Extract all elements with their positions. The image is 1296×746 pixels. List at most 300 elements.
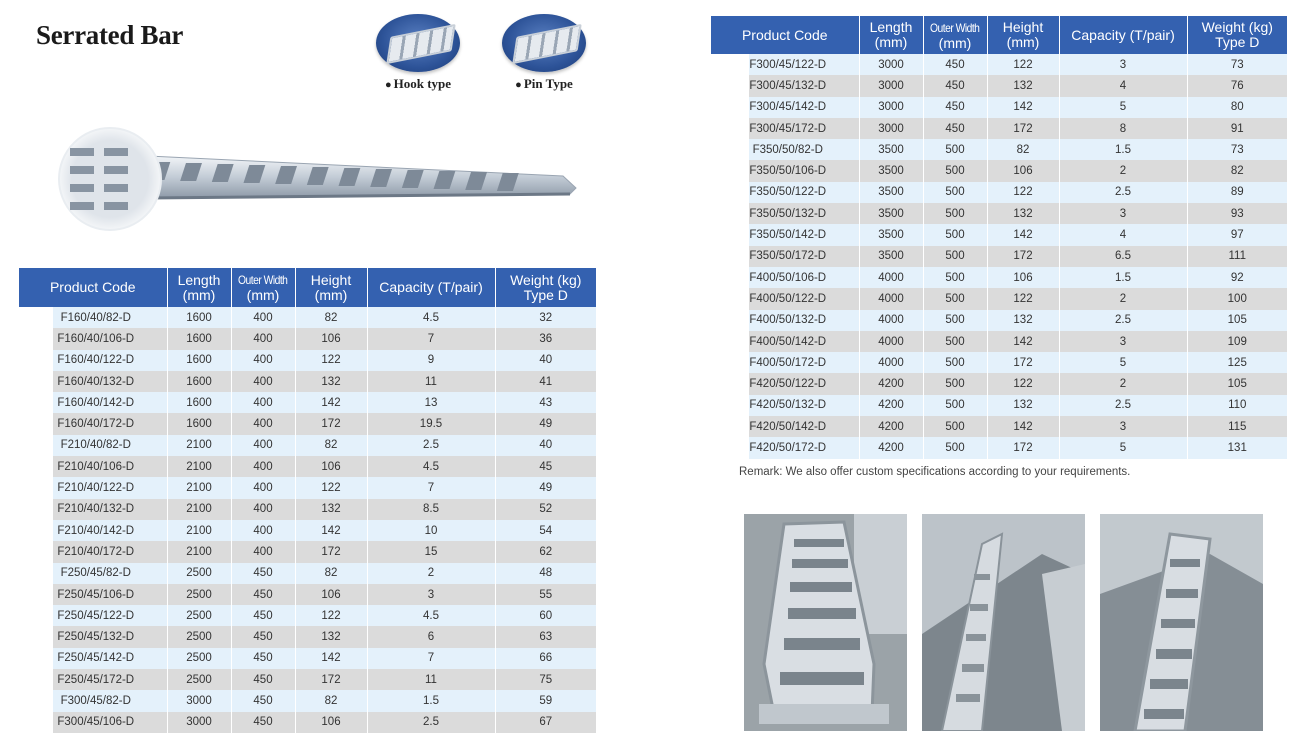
cell-weight: 43 xyxy=(495,392,596,413)
table-row xyxy=(711,139,1287,160)
table-row xyxy=(711,160,1287,181)
cell-product-code: F350/50/106-D xyxy=(711,160,859,181)
cell-outer-width: 450 xyxy=(231,712,295,733)
header-weight: Weight (kg) Type D xyxy=(1187,16,1287,54)
cell-outer-width: 400 xyxy=(231,435,295,456)
cell-height: 122 xyxy=(295,605,367,626)
table-row xyxy=(19,392,596,413)
cell-capacity: 2.5 xyxy=(1059,395,1187,416)
cell-height: 82 xyxy=(987,139,1059,160)
cell-height: 172 xyxy=(295,541,367,562)
serrated-ramp-image xyxy=(58,126,578,232)
cell-product-code: F420/50/172-D xyxy=(711,437,859,458)
cell-product-code: F400/50/122-D xyxy=(711,288,859,309)
table-row xyxy=(19,413,596,434)
cell-length: 1600 xyxy=(167,307,231,328)
cell-capacity: 2 xyxy=(1059,373,1187,394)
table-row xyxy=(19,563,596,584)
cell-product-code: F210/40/142-D xyxy=(19,520,167,541)
table-row xyxy=(711,267,1287,288)
cell-outer-width: 400 xyxy=(231,392,295,413)
cell-outer-width: 500 xyxy=(923,267,987,288)
ramp-photo-3 xyxy=(1100,514,1263,731)
cell-outer-width: 450 xyxy=(923,118,987,139)
cell-outer-width: 400 xyxy=(231,307,295,328)
cell-outer-width: 400 xyxy=(231,413,295,434)
cell-length: 4000 xyxy=(859,288,923,309)
table-row xyxy=(19,520,596,541)
table-row xyxy=(19,499,596,520)
cell-product-code: F350/50/132-D xyxy=(711,203,859,224)
table-row xyxy=(19,584,596,605)
table-row xyxy=(19,712,596,733)
cell-weight: 66 xyxy=(495,648,596,669)
table-row xyxy=(19,350,596,371)
cell-product-code: F210/40/172-D xyxy=(19,541,167,562)
cell-height: 82 xyxy=(295,435,367,456)
cell-outer-width: 500 xyxy=(923,203,987,224)
table-row xyxy=(711,203,1287,224)
cell-capacity: 4 xyxy=(1059,224,1187,245)
cell-product-code: F400/50/132-D xyxy=(711,310,859,331)
cell-height: 172 xyxy=(295,413,367,434)
table-row xyxy=(19,690,596,711)
cell-capacity: 3 xyxy=(1059,331,1187,352)
hook-type-variant xyxy=(363,14,473,92)
table-row xyxy=(711,118,1287,139)
cell-product-code: F400/50/172-D xyxy=(711,352,859,373)
cell-outer-width: 500 xyxy=(923,310,987,331)
cell-outer-width: 500 xyxy=(923,373,987,394)
cell-capacity: 2.5 xyxy=(1059,182,1187,203)
cell-weight: 55 xyxy=(495,584,596,605)
cell-product-code: F300/45/172-D xyxy=(711,118,859,139)
table-row xyxy=(19,456,596,477)
cell-capacity: 5 xyxy=(1059,352,1187,373)
cell-capacity: 3 xyxy=(1059,203,1187,224)
cell-capacity: 7 xyxy=(367,477,495,498)
cell-height: 132 xyxy=(987,75,1059,96)
pin-type-image xyxy=(502,14,586,72)
cell-capacity: 3 xyxy=(367,584,495,605)
cell-outer-width: 450 xyxy=(923,97,987,118)
cell-weight: 109 xyxy=(1187,331,1287,352)
cell-length: 1600 xyxy=(167,328,231,349)
cell-capacity: 4 xyxy=(1059,75,1187,96)
header-height: Height (mm) xyxy=(295,268,367,307)
cell-length: 4200 xyxy=(859,437,923,458)
page-title: Serrated Bar xyxy=(36,20,184,50)
cell-height: 106 xyxy=(295,456,367,477)
hook-type-image xyxy=(376,14,460,72)
cell-height: 172 xyxy=(987,437,1059,458)
bullet-icon: ● xyxy=(515,79,522,91)
cell-weight: 92 xyxy=(1187,267,1287,288)
cell-length: 3000 xyxy=(167,712,231,733)
cell-weight: 76 xyxy=(1187,75,1287,96)
header-product-code: Product Code xyxy=(711,16,859,54)
cell-outer-width: 400 xyxy=(231,541,295,562)
cell-product-code: F300/45/132-D xyxy=(711,75,859,96)
cell-product-code: F420/50/122-D xyxy=(711,373,859,394)
cell-outer-width: 450 xyxy=(231,690,295,711)
cell-outer-width: 500 xyxy=(923,331,987,352)
cell-height: 142 xyxy=(987,97,1059,118)
header-capacity: Capacity (T/pair) xyxy=(367,268,495,307)
cell-product-code: F350/50/82-D xyxy=(711,139,859,160)
cell-weight: 91 xyxy=(1187,118,1287,139)
cell-length: 4000 xyxy=(859,352,923,373)
cell-product-code: F420/50/142-D xyxy=(711,416,859,437)
cell-height: 106 xyxy=(987,160,1059,181)
cell-weight: 110 xyxy=(1187,395,1287,416)
table-row xyxy=(711,310,1287,331)
cell-length: 1600 xyxy=(167,392,231,413)
cell-height: 142 xyxy=(295,648,367,669)
cell-length: 2500 xyxy=(167,605,231,626)
cell-length: 3000 xyxy=(167,690,231,711)
cell-length: 3000 xyxy=(859,118,923,139)
cell-weight: 131 xyxy=(1187,437,1287,458)
cell-length: 3500 xyxy=(859,224,923,245)
header-weight: Weight (kg) Type D xyxy=(495,268,596,307)
cell-product-code: F300/45/122-D xyxy=(711,54,859,75)
cell-product-code: F210/40/106-D xyxy=(19,456,167,477)
cell-length: 2100 xyxy=(167,456,231,477)
cell-height: 106 xyxy=(295,584,367,605)
cell-capacity: 6.5 xyxy=(1059,246,1187,267)
cell-product-code: F210/40/132-D xyxy=(19,499,167,520)
table-row xyxy=(19,669,596,690)
cell-length: 4200 xyxy=(859,416,923,437)
cell-height: 122 xyxy=(987,288,1059,309)
cell-length: 3000 xyxy=(859,97,923,118)
cell-product-code: F420/50/132-D xyxy=(711,395,859,416)
cell-length: 1600 xyxy=(167,371,231,392)
ramp-photo-1 xyxy=(744,514,907,731)
cell-outer-width: 450 xyxy=(231,584,295,605)
cell-outer-width: 500 xyxy=(923,224,987,245)
header-length: Length (mm) xyxy=(859,16,923,54)
cell-capacity: 2 xyxy=(1059,160,1187,181)
cell-weight: 82 xyxy=(1187,160,1287,181)
cell-product-code: F160/40/106-D xyxy=(19,328,167,349)
cell-capacity: 8 xyxy=(1059,118,1187,139)
table-row xyxy=(19,307,596,328)
cell-capacity: 11 xyxy=(367,669,495,690)
cell-weight: 49 xyxy=(495,413,596,434)
cell-height: 82 xyxy=(295,690,367,711)
cell-length: 1600 xyxy=(167,413,231,434)
cell-length: 2500 xyxy=(167,626,231,647)
cell-outer-width: 400 xyxy=(231,477,295,498)
cell-capacity: 2.5 xyxy=(367,712,495,733)
hook-type-label: Hook type xyxy=(393,76,452,91)
cell-capacity: 15 xyxy=(367,541,495,562)
cell-weight: 97 xyxy=(1187,224,1287,245)
cell-length: 4000 xyxy=(859,267,923,288)
header-product-code: Product Code xyxy=(19,268,167,307)
cell-height: 142 xyxy=(987,331,1059,352)
table-row xyxy=(711,224,1287,245)
cell-product-code: F300/45/142-D xyxy=(711,97,859,118)
cell-height: 132 xyxy=(295,499,367,520)
cell-height: 106 xyxy=(295,712,367,733)
cell-capacity: 3 xyxy=(1059,416,1187,437)
cell-outer-width: 500 xyxy=(923,160,987,181)
cell-height: 142 xyxy=(295,392,367,413)
cell-weight: 89 xyxy=(1187,182,1287,203)
cell-capacity: 7 xyxy=(367,648,495,669)
table-row xyxy=(711,97,1287,118)
cell-outer-width: 400 xyxy=(231,350,295,371)
cell-product-code: F400/50/142-D xyxy=(711,331,859,352)
table-row xyxy=(711,75,1287,96)
cell-product-code: F350/50/172-D xyxy=(711,246,859,267)
cell-weight: 100 xyxy=(1187,288,1287,309)
cell-height: 122 xyxy=(987,373,1059,394)
cell-length: 3500 xyxy=(859,246,923,267)
cell-length: 3500 xyxy=(859,160,923,181)
cell-outer-width: 400 xyxy=(231,456,295,477)
cell-weight: 60 xyxy=(495,605,596,626)
header-height: Height (mm) xyxy=(987,16,1059,54)
cell-outer-width: 500 xyxy=(923,288,987,309)
cell-capacity: 4.5 xyxy=(367,605,495,626)
header-capacity: Capacity (T/pair) xyxy=(1059,16,1187,54)
table-row xyxy=(19,371,596,392)
cell-product-code: F400/50/106-D xyxy=(711,267,859,288)
remark-text: Remark: We also offer custom specifications according to your requirements. xyxy=(739,466,1131,478)
cell-weight: 54 xyxy=(495,520,596,541)
cell-weight: 125 xyxy=(1187,352,1287,373)
cell-weight: 111 xyxy=(1187,246,1287,267)
cell-length: 3000 xyxy=(859,54,923,75)
cell-product-code: F250/45/132-D xyxy=(19,626,167,647)
cell-capacity: 4.5 xyxy=(367,307,495,328)
table-row xyxy=(19,648,596,669)
cell-product-code: F210/40/122-D xyxy=(19,477,167,498)
cell-outer-width: 450 xyxy=(923,75,987,96)
cell-weight: 49 xyxy=(495,477,596,498)
cell-height: 172 xyxy=(987,246,1059,267)
cell-outer-width: 500 xyxy=(923,352,987,373)
cell-height: 106 xyxy=(295,328,367,349)
cell-weight: 48 xyxy=(495,563,596,584)
cell-length: 2100 xyxy=(167,541,231,562)
cell-height: 172 xyxy=(987,118,1059,139)
cell-height: 132 xyxy=(987,203,1059,224)
cell-product-code: F250/45/142-D xyxy=(19,648,167,669)
cell-outer-width: 500 xyxy=(923,437,987,458)
cell-capacity: 6 xyxy=(367,626,495,647)
spec-table-left xyxy=(19,268,596,733)
cell-length: 4000 xyxy=(859,310,923,331)
cell-weight: 36 xyxy=(495,328,596,349)
cell-height: 122 xyxy=(295,350,367,371)
cell-outer-width: 450 xyxy=(231,648,295,669)
cell-weight: 63 xyxy=(495,626,596,647)
cell-weight: 93 xyxy=(1187,203,1287,224)
cell-product-code: F160/40/132-D xyxy=(19,371,167,392)
cell-length: 2500 xyxy=(167,669,231,690)
ramp-photo-2 xyxy=(922,514,1085,731)
cell-weight: 52 xyxy=(495,499,596,520)
cell-outer-width: 400 xyxy=(231,499,295,520)
cell-weight: 105 xyxy=(1187,310,1287,331)
cell-length: 4000 xyxy=(859,331,923,352)
cell-height: 106 xyxy=(987,267,1059,288)
cell-product-code: F250/45/122-D xyxy=(19,605,167,626)
table-row xyxy=(711,246,1287,267)
cell-capacity: 10 xyxy=(367,520,495,541)
table-row xyxy=(711,182,1287,203)
cell-height: 142 xyxy=(987,416,1059,437)
cell-length: 2100 xyxy=(167,520,231,541)
cell-product-code: F350/50/122-D xyxy=(711,182,859,203)
cell-capacity: 7 xyxy=(367,328,495,349)
cell-weight: 40 xyxy=(495,435,596,456)
cell-length: 3500 xyxy=(859,182,923,203)
cell-length: 2500 xyxy=(167,584,231,605)
cell-product-code: F160/40/122-D xyxy=(19,350,167,371)
cell-weight: 59 xyxy=(495,690,596,711)
table-row xyxy=(19,626,596,647)
cell-outer-width: 400 xyxy=(231,328,295,349)
cell-capacity: 13 xyxy=(367,392,495,413)
cell-height: 132 xyxy=(987,395,1059,416)
cell-weight: 105 xyxy=(1187,373,1287,394)
cell-height: 132 xyxy=(295,371,367,392)
cell-length: 2500 xyxy=(167,648,231,669)
cell-product-code: F160/40/142-D xyxy=(19,392,167,413)
cell-length: 3500 xyxy=(859,203,923,224)
cell-outer-width: 450 xyxy=(231,626,295,647)
table-header-row xyxy=(19,268,596,307)
table-row xyxy=(19,605,596,626)
cell-length: 3000 xyxy=(859,75,923,96)
cell-capacity: 1.5 xyxy=(1059,267,1187,288)
cell-capacity: 8.5 xyxy=(367,499,495,520)
cell-length: 4200 xyxy=(859,373,923,394)
cell-height: 142 xyxy=(987,224,1059,245)
spec-table-right xyxy=(711,16,1287,459)
cell-capacity: 11 xyxy=(367,371,495,392)
table-row xyxy=(19,477,596,498)
cell-height: 132 xyxy=(987,310,1059,331)
cell-length: 2100 xyxy=(167,477,231,498)
cell-capacity: 3 xyxy=(1059,54,1187,75)
cell-capacity: 2 xyxy=(367,563,495,584)
cell-weight: 73 xyxy=(1187,139,1287,160)
cell-outer-width: 450 xyxy=(231,669,295,690)
table-row xyxy=(19,435,596,456)
cell-height: 82 xyxy=(295,563,367,584)
cell-height: 122 xyxy=(987,54,1059,75)
cell-weight: 115 xyxy=(1187,416,1287,437)
cell-capacity: 5 xyxy=(1059,437,1187,458)
cell-product-code: F250/45/106-D xyxy=(19,584,167,605)
cell-outer-width: 500 xyxy=(923,416,987,437)
cell-weight: 80 xyxy=(1187,97,1287,118)
cell-capacity: 1.5 xyxy=(367,690,495,711)
table-row xyxy=(711,352,1287,373)
cell-length: 4200 xyxy=(859,395,923,416)
cell-outer-width: 450 xyxy=(231,563,295,584)
table-row xyxy=(711,395,1287,416)
table-row xyxy=(711,54,1287,75)
cell-capacity: 2 xyxy=(1059,288,1187,309)
cell-length: 2500 xyxy=(167,563,231,584)
bullet-icon: ● xyxy=(384,79,392,91)
table-row xyxy=(711,437,1287,458)
cell-weight: 73 xyxy=(1187,54,1287,75)
cell-weight: 67 xyxy=(495,712,596,733)
cell-weight: 32 xyxy=(495,307,596,328)
cell-outer-width: 450 xyxy=(923,54,987,75)
cell-height: 142 xyxy=(295,520,367,541)
cell-product-code: F300/45/106-D xyxy=(19,712,167,733)
cell-product-code: F210/40/82-D xyxy=(19,435,167,456)
cell-capacity: 19.5 xyxy=(367,413,495,434)
cell-weight: 62 xyxy=(495,541,596,562)
cell-weight: 40 xyxy=(495,350,596,371)
header-outer-width: Outer Width (mm) xyxy=(231,268,295,307)
cell-product-code: F350/50/142-D xyxy=(711,224,859,245)
cell-length: 1600 xyxy=(167,350,231,371)
cell-outer-width: 500 xyxy=(923,182,987,203)
table-header-row xyxy=(711,16,1287,54)
cell-height: 82 xyxy=(295,307,367,328)
cell-capacity: 2.5 xyxy=(367,435,495,456)
cell-height: 172 xyxy=(987,352,1059,373)
cell-outer-width: 500 xyxy=(923,246,987,267)
cell-capacity: 5 xyxy=(1059,97,1187,118)
cell-outer-width: 500 xyxy=(923,395,987,416)
cell-product-code: F160/40/82-D xyxy=(19,307,167,328)
table-row xyxy=(711,331,1287,352)
table-row xyxy=(19,328,596,349)
cell-outer-width: 450 xyxy=(231,605,295,626)
table-row xyxy=(711,373,1287,394)
table-row xyxy=(711,288,1287,309)
cell-length: 2100 xyxy=(167,435,231,456)
cell-outer-width: 500 xyxy=(923,139,987,160)
cell-outer-width: 400 xyxy=(231,520,295,541)
cell-outer-width: 400 xyxy=(231,371,295,392)
cell-capacity: 2.5 xyxy=(1059,310,1187,331)
pin-type-label: Pin Type xyxy=(523,76,573,91)
cell-capacity: 4.5 xyxy=(367,456,495,477)
table-row xyxy=(19,541,596,562)
cell-length: 2100 xyxy=(167,499,231,520)
header-outer-width: Outer Width (mm) xyxy=(923,16,987,54)
cell-capacity: 1.5 xyxy=(1059,139,1187,160)
cell-weight: 75 xyxy=(495,669,596,690)
pin-type-variant xyxy=(489,14,599,92)
cell-product-code: F250/45/82-D xyxy=(19,563,167,584)
cell-length: 3500 xyxy=(859,139,923,160)
cell-weight: 45 xyxy=(495,456,596,477)
cell-product-code: F250/45/172-D xyxy=(19,669,167,690)
cell-height: 122 xyxy=(295,477,367,498)
cell-height: 132 xyxy=(295,626,367,647)
table-row xyxy=(711,416,1287,437)
header-length: Length (mm) xyxy=(167,268,231,307)
cell-height: 172 xyxy=(295,669,367,690)
cell-height: 122 xyxy=(987,182,1059,203)
cell-capacity: 9 xyxy=(367,350,495,371)
